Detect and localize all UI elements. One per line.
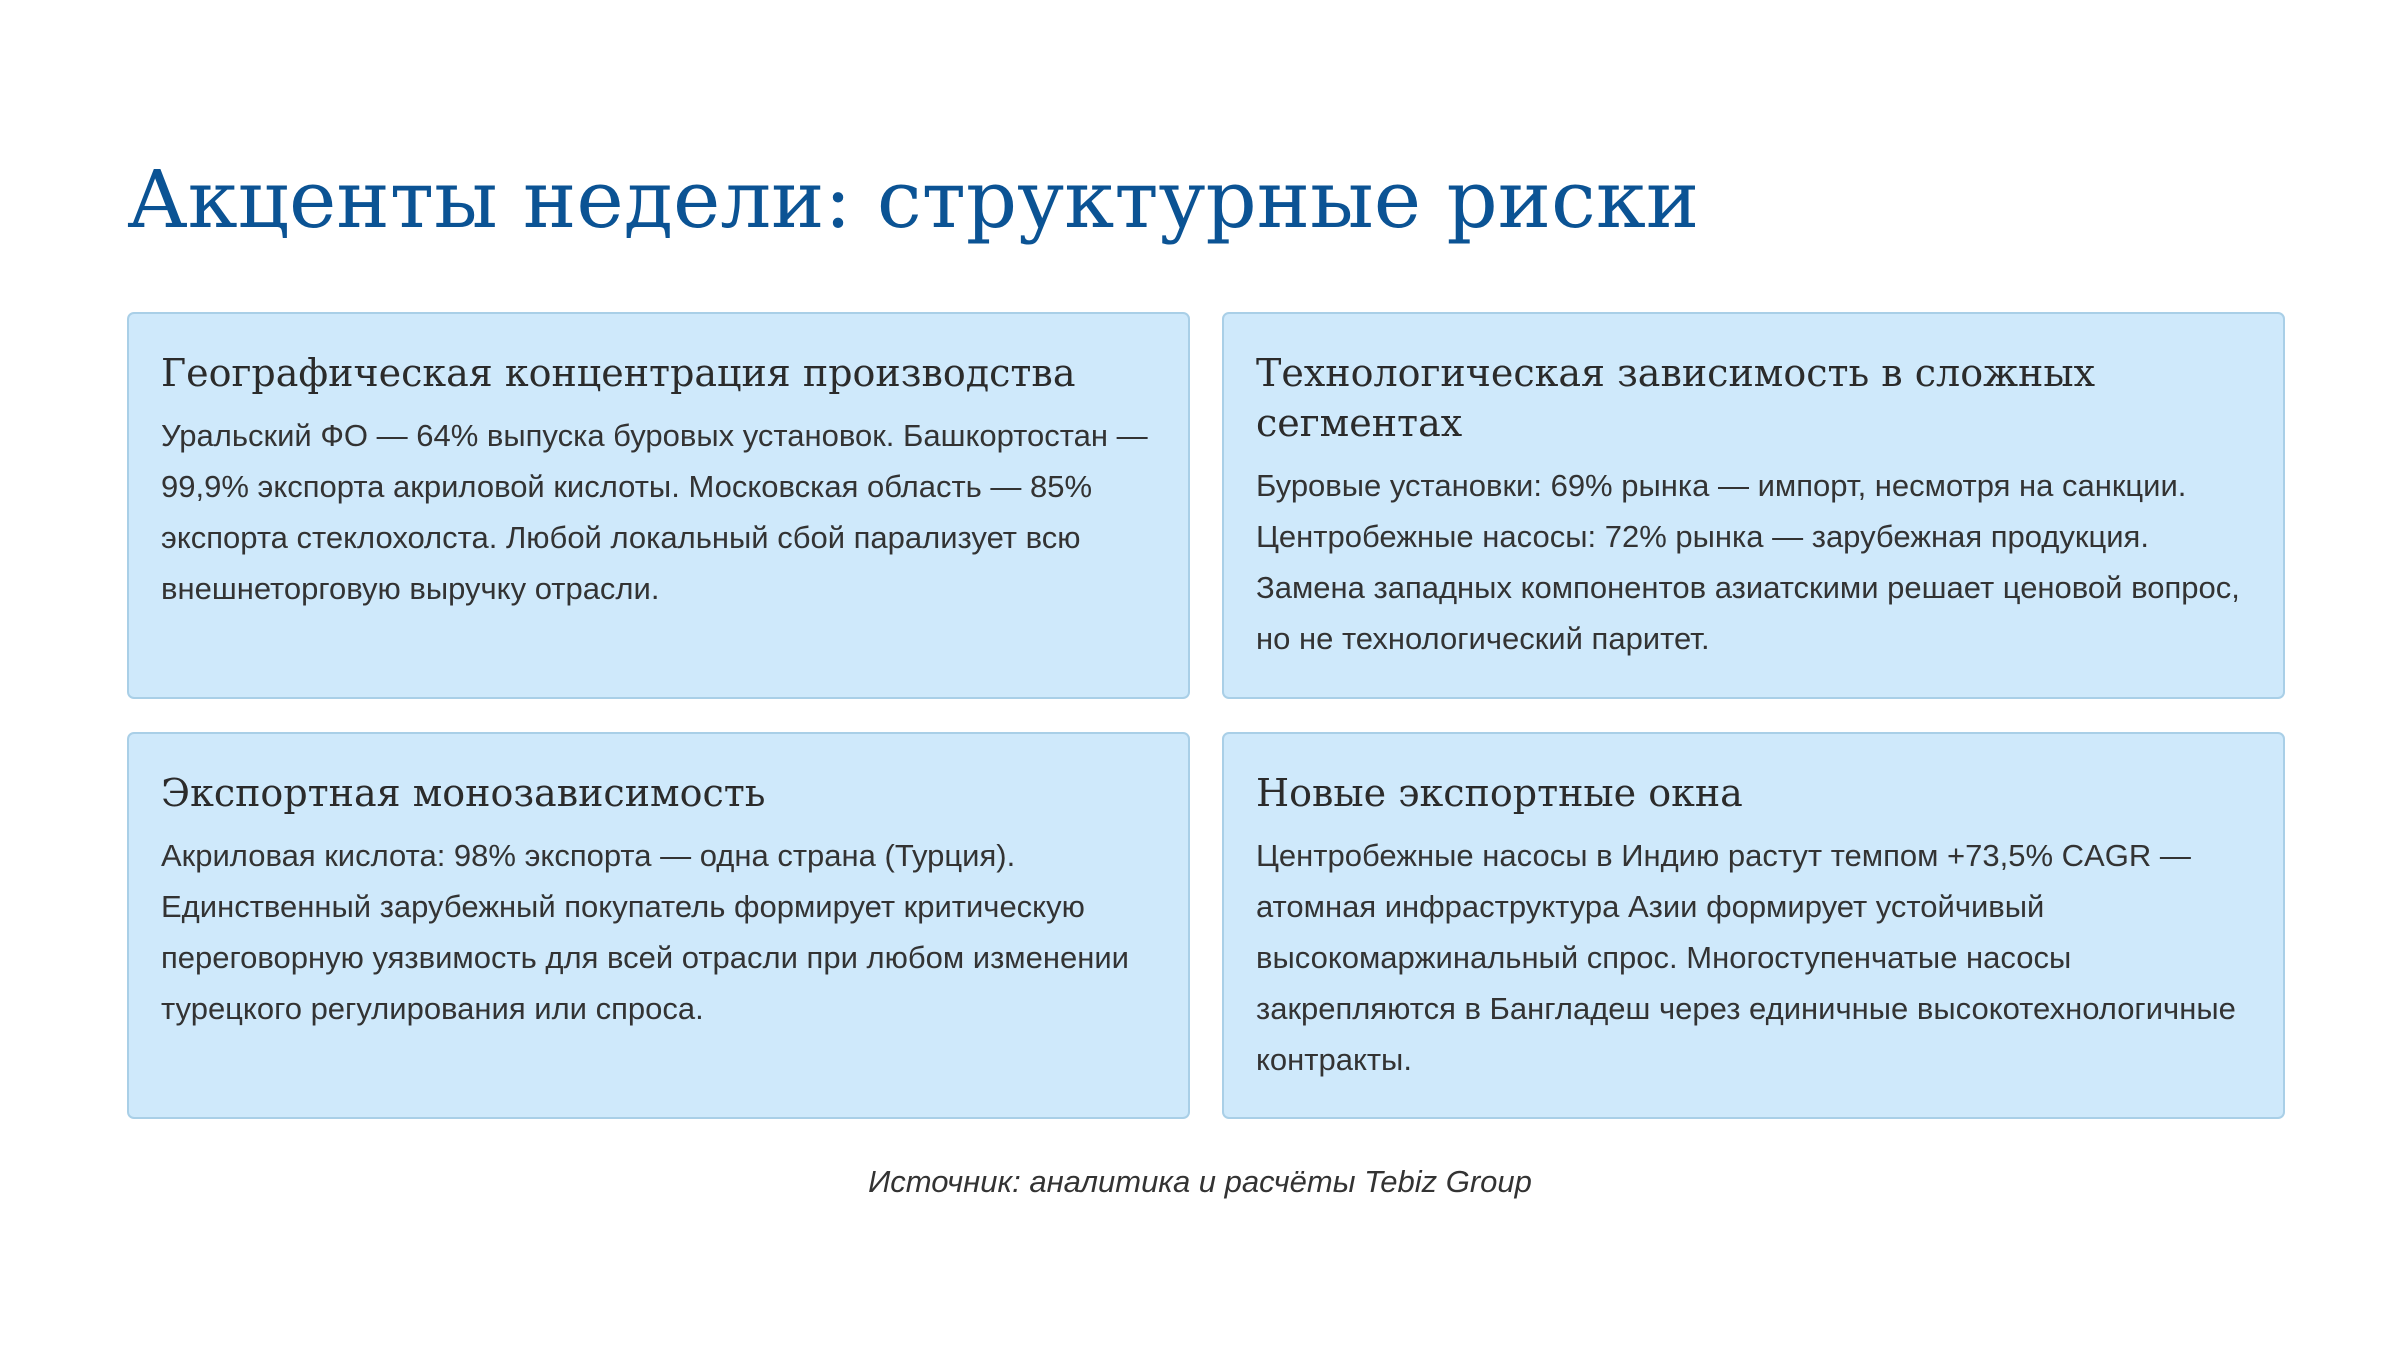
card-title: Географическая концентрация производства	[161, 351, 1076, 395]
risk-cards-grid	[127, 312, 2285, 1119]
page-title: Акценты недели: структурные риски	[127, 153, 1700, 246]
card-export-monodependence	[127, 732, 1190, 1119]
source-note: Источник: аналитика и расчёты Tebiz Group	[868, 1164, 1532, 1199]
card-title: Технологическая зависимость в сложных сегментах	[1256, 351, 2096, 445]
card-new-export-windows	[1222, 732, 2285, 1119]
card-text: Акриловая кислота: 98% экспорта — одна страна (Турция). Единственный зарубежный покупатель формирует критическую переговорную уязвимость для всей отрасли при любом изменении турецкого регулирования или спроса.	[161, 838, 1129, 1026]
card-geographic-concentration	[127, 312, 1190, 699]
card-text: Буровые установки: 69% рынка — импорт, несмотря на санкции. Центробежные насосы: 72% рынка — зарубежная продукция. Замена западных компонентов азиатскими решает ценовой вопрос, но не технологический паритет.	[1256, 468, 2240, 656]
card-text: Центробежные насосы в Индию растут темпом +73,5% CAGR — атомная инфраструктура Азии формирует устойчивый высокомаржинальный спрос. Многоступенчатые насосы закрепляются в Бангладеш через единичные высокотехнологичные контракты.	[1256, 838, 2236, 1077]
card-title: Экспортная монозависимость	[161, 771, 766, 815]
card-technology-dependence	[1222, 312, 2285, 699]
card-title: Новые экспортные окна	[1256, 771, 1743, 815]
card-text: Уральский ФО — 64% выпуска буровых установок. Башкортостан — 99,9% экспорта акриловой кислоты. Московская область — 85% экспорта стеклохолста. Любой локальный сбой парализует всю внешнеторговую выручку отрасли.	[161, 418, 1148, 606]
